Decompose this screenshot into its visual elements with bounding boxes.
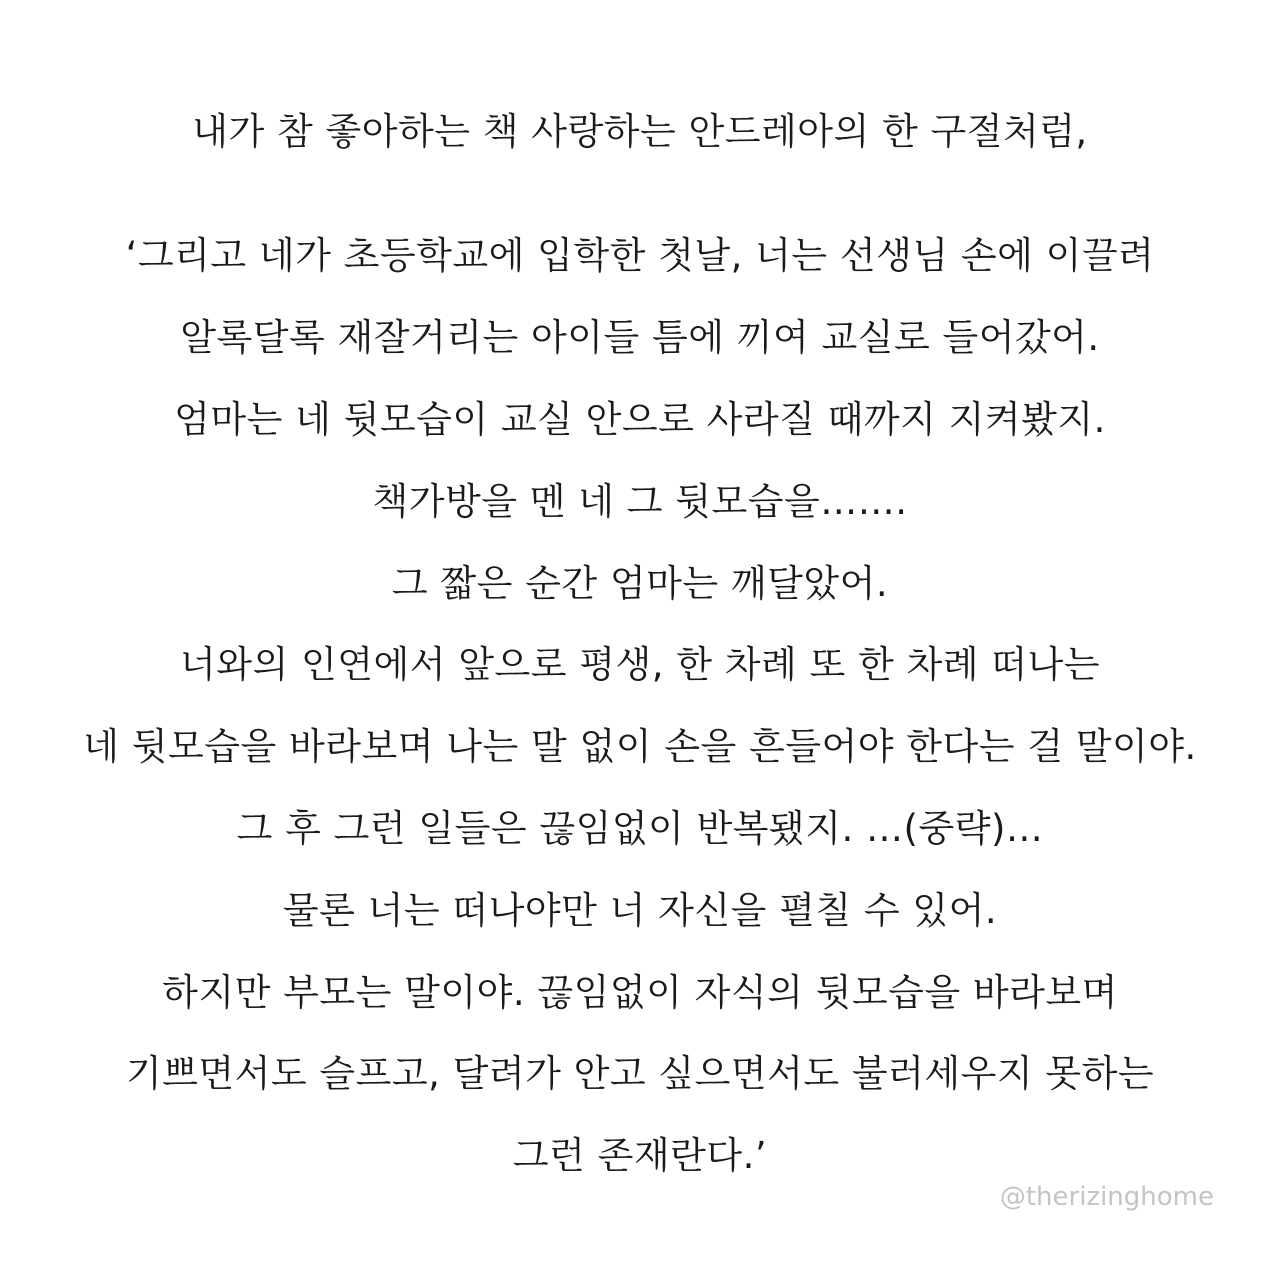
quote-line-8: 그 후 그런 일들은 끊임없이 반복됐지. …(중략)…: [236, 807, 1044, 850]
quote-line-5: 그 짧은 순간 엄마는 깨달았어.: [391, 562, 889, 605]
quote-line-9: 물론 너는 떠나야만 너 자신을 펼칠 수 있어.: [282, 889, 998, 932]
quote-line-4: 책가방을 멘 네 그 뒷모습을…….: [372, 480, 908, 523]
quote-line-6: 너와의 인연에서 앞으로 평생, 한 차례 또 한 차례 떠나는: [180, 643, 1100, 686]
quote-line-12: 그런 존재란다.’: [512, 1134, 768, 1177]
quote-line-3: 엄마는 네 뒷모습이 교실 안으로 사라질 때까지 지켜봤지.: [174, 398, 1106, 441]
quote-line-7: 네 뒷모습을 바라보며 나는 말 없이 손을 흔들어야 한다는 걸 말이야.: [83, 725, 1197, 768]
quote-line-2: 알록달록 재잘거리는 아이들 틈에 끼여 교실로 들어갔어.: [180, 316, 1100, 359]
quote-line-10: 하지만 부모는 말이야. 끊임없이 자식의 뒷모습을 바라보며: [162, 971, 1118, 1014]
intro-line: 내가 참 좋아하는 책 사랑하는 안드레아의 한 구절처럼,: [192, 110, 1088, 153]
quote-line-11: 기쁘면서도 슬프고, 달려가 안고 싶으면서도 불러세우지 못하는: [125, 1052, 1155, 1095]
watermark: @therizinghome: [999, 1182, 1214, 1212]
quote-line-1: ‘그리고 네가 초등학교에 입학한 첫날, 너는 선생님 손에 이끌려: [125, 234, 1155, 277]
